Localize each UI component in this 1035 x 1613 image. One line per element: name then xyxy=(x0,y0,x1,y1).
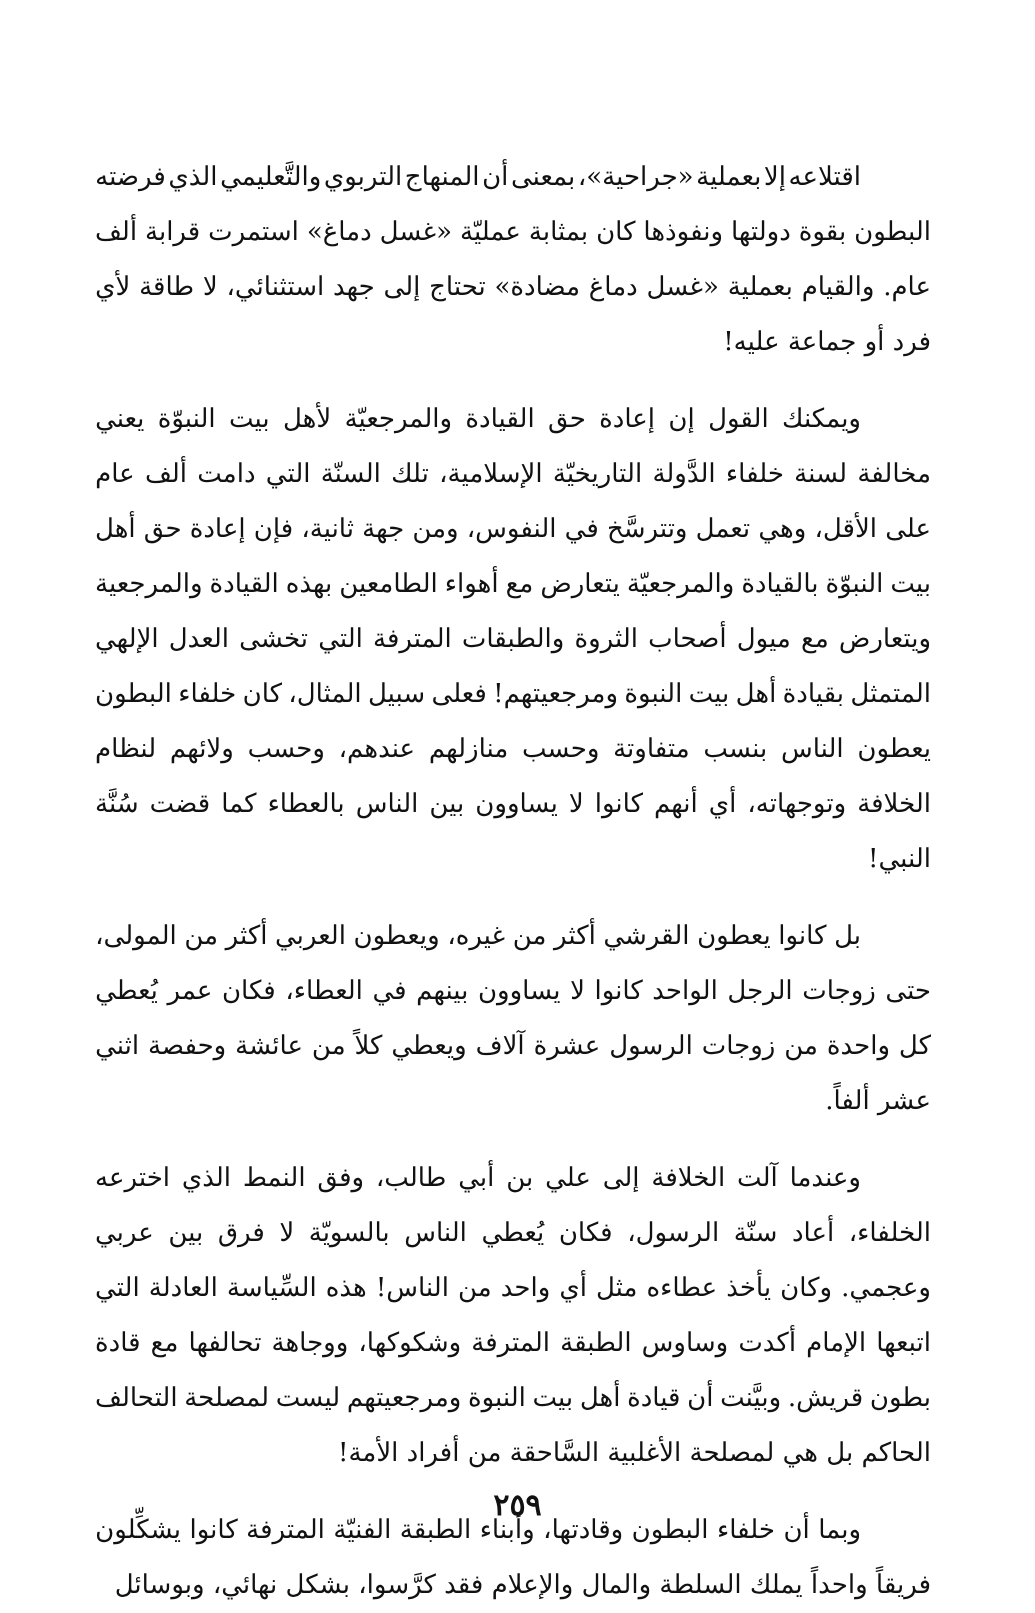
text-line: بل كانوا يعطون القرشي أكثر من غيره، ويعطون العربي أكثر من المولى، xyxy=(95,921,861,951)
text-line: وبما أن خلفاء البطون وقادتها، وأبناء الطبقة الفنيّة المترفة كانوا يشكِّلون xyxy=(95,1515,861,1545)
text-line: مخالفة لسنة خلفاء الدَّولة التاريخيّة الإسلامية، تلك السنّة التي دامت ألف عام xyxy=(95,459,931,489)
text-line: عشر ألفاً. xyxy=(825,1086,931,1116)
text-line: اقتلاعه إلا بعملية «جراحية»، بمعنى أن المنهاج التربوي والتَّعليمي الذي فرضته xyxy=(95,162,861,192)
text-line: حتى زوجات الرجل الواحد كانوا لا يساوون بينهم في العطاء، فكان عمر يُعطي xyxy=(95,976,931,1006)
body-text xyxy=(95,150,931,1613)
text-line: البطون بقوة دولتها ونفوذها كان بمثابة عمليّة «غسل دماغ» استمرت قرابة ألف xyxy=(95,217,931,247)
paragraph xyxy=(95,150,931,370)
text-line: بيت النبوّة بالقيادة والمرجعيّة يتعارض مع أهواء الطامعين بهذه القيادة والمرجعية xyxy=(95,569,931,599)
text-line: النبي! xyxy=(868,844,931,874)
text-line: الخلافة وتوجهاته، أي أنهم كانوا لا يساوون بين الناس بالعطاء كما قضت سُنَّة xyxy=(95,789,931,819)
text-line: فريقاً واحداً يملك السلطة والمال والإعلام فقد كرَّسوا، بشكل نهائي، وبوسائل xyxy=(114,1570,931,1600)
text-line: ويتعارض مع ميول أصحاب الثروة والطبقات المترفة التي تخشى العدل الإلهي xyxy=(95,624,931,654)
text-line: المتمثل بقيادة أهل بيت النبوة ومرجعيتهم! فعلى سبيل المثال، كان خلفاء البطون xyxy=(95,679,931,709)
text-line: وعندما آلت الخلافة إلى علي بن أبي طالب، وفق النمط الذي اخترعه xyxy=(95,1163,861,1193)
text-line: كل واحدة من زوجات الرسول عشرة آلاف ويعطي كلاً من عائشة وحفصة اثني xyxy=(95,1031,931,1061)
text-line: اتبعها الإمام أكدت وساوس الطبقة المترفة وشكوكها، ووجاهة تحالفها مع قادة xyxy=(95,1328,931,1358)
text-line: الخلفاء، أعاد سنّة الرسول، فكان يُعطي الناس بالسويّة لا فرق بين عربي xyxy=(95,1218,931,1248)
text-line: وعجمي. وكان يأخذ عطاءه مثل أي واحد من الناس! هذه السِّياسة العادلة التي xyxy=(95,1273,931,1303)
text-line: الحاكم بل هي لمصلحة الأغلبية السَّاحقة من أفراد الأمة! xyxy=(338,1438,931,1468)
text-line: يعطون الناس بنسب متفاوتة وحسب منازلهم عندهم، وحسب ولائهم لنظام xyxy=(95,734,931,764)
paragraph-gap xyxy=(95,887,931,909)
text-line: على الأقل، وهي تعمل وتترسَّخ في النفوس، ومن جهة ثانية، فإن إعادة حق أهل xyxy=(95,514,931,544)
paragraph xyxy=(95,392,931,887)
text-line: بطون قريش. وبيَّنت أن قيادة أهل بيت النبوة ومرجعيتهم ليست لمصلحة التحالف xyxy=(95,1383,931,1413)
paragraph xyxy=(95,1151,931,1481)
text-line: فرد أو جماعة عليه! xyxy=(723,327,931,357)
paragraph-gap xyxy=(95,1129,931,1151)
text-line: عام. والقيام بعملية «غسل دماغ مضادة» تحتاج إلى جهد استثنائي، لا طاقة لأي xyxy=(95,272,931,302)
page-number: ٢٥٩ xyxy=(493,1488,542,1523)
paragraph xyxy=(95,909,931,1129)
paragraph-gap xyxy=(95,370,931,392)
text-line: ويمكنك القول إن إعادة حق القيادة والمرجعيّة لأهل بيت النبوّة يعني xyxy=(95,404,861,434)
